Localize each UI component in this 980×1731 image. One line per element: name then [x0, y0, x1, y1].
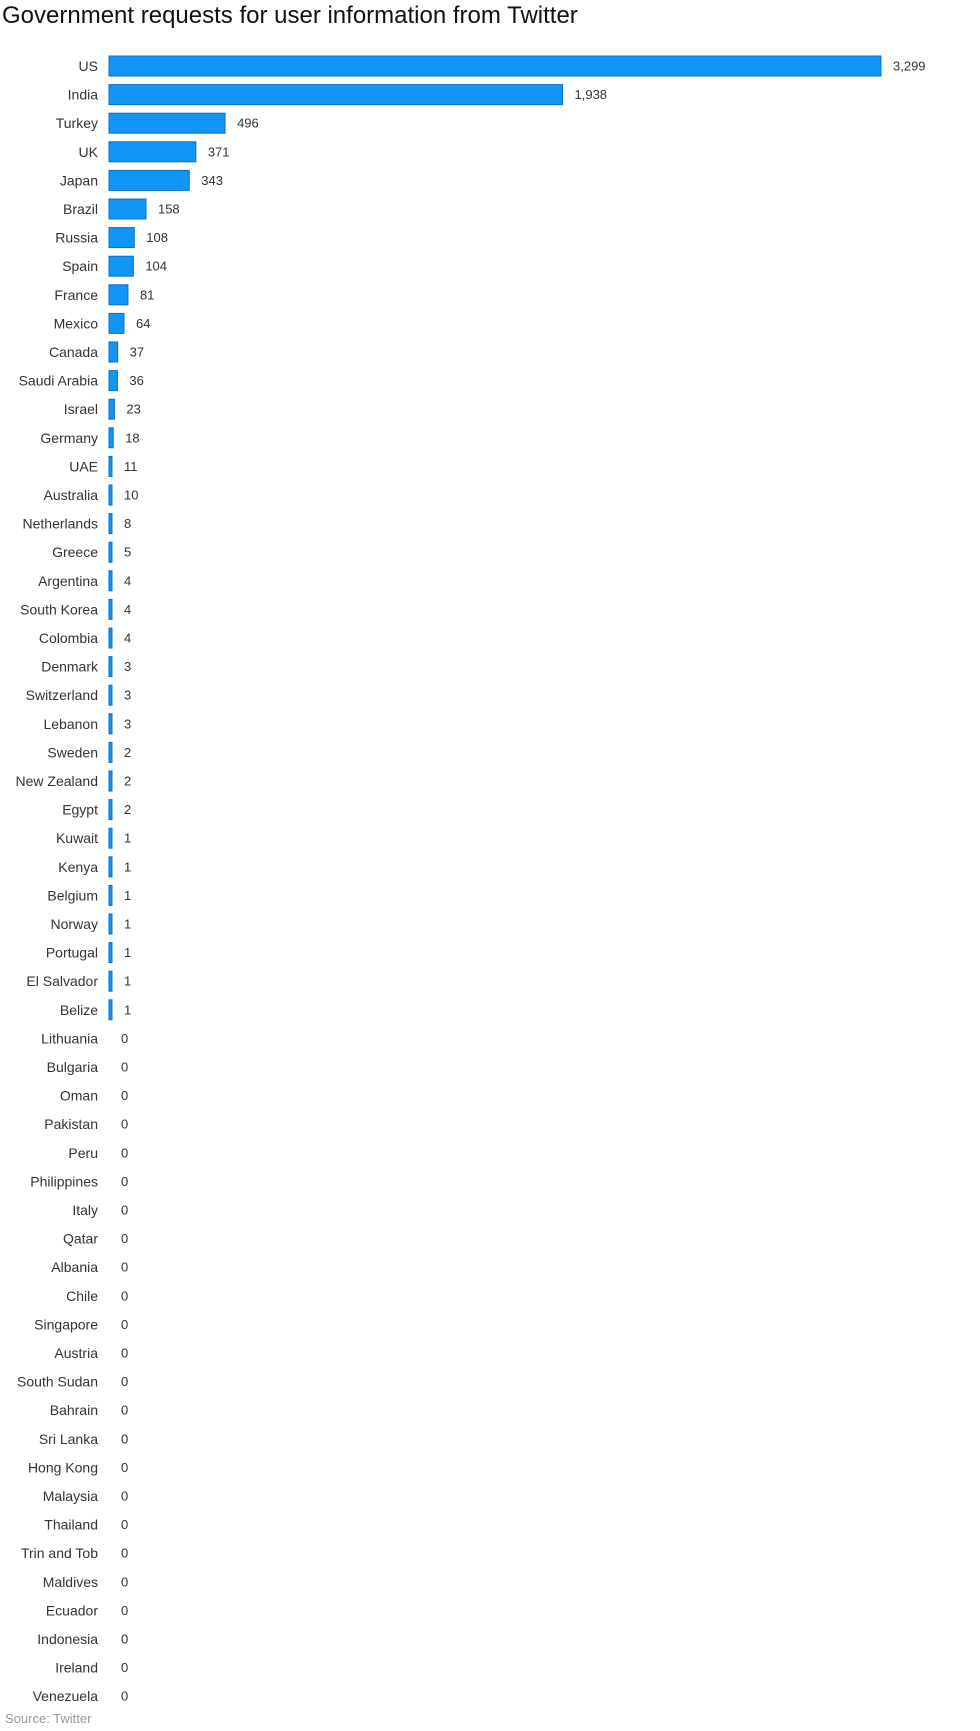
value-label: 0 [121, 1231, 129, 1247]
category-label: Germany [40, 429, 98, 446]
category-label: Ecuador [45, 1602, 98, 1619]
value-label: 0 [121, 1602, 129, 1618]
bar [109, 714, 112, 734]
bar [109, 256, 133, 276]
category-label: Venezuela [32, 1688, 98, 1705]
bar [109, 742, 112, 762]
bar [109, 857, 112, 877]
category-label: Russia [55, 229, 98, 246]
value-label: 5 [124, 544, 132, 560]
category-label: Lithuania [41, 1030, 98, 1047]
value-label: 0 [121, 1431, 129, 1447]
value-label: 0 [121, 1288, 129, 1304]
bar [109, 199, 146, 219]
bar [109, 571, 112, 591]
value-label: 37 [129, 344, 145, 360]
value-label: 0 [121, 1345, 129, 1361]
value-label: 0 [121, 1030, 129, 1046]
bar [109, 342, 118, 362]
value-label: 0 [121, 1173, 129, 1189]
bar [109, 228, 134, 248]
value-label: 23 [126, 401, 141, 417]
category-label: Egypt [62, 801, 98, 818]
value-label: 81 [139, 287, 155, 303]
category-label: UK [78, 143, 98, 160]
value-label: 0 [121, 1116, 129, 1132]
category-label: Chile [66, 1287, 98, 1304]
category-label: Albania [51, 1259, 98, 1276]
value-label: 4 [124, 573, 132, 589]
category-label: Australia [43, 487, 98, 503]
bar [109, 514, 112, 534]
value-label: 0 [121, 1517, 129, 1533]
bar [109, 170, 189, 190]
value-label: 158 [157, 201, 180, 217]
value-label: 1 [124, 973, 132, 989]
category-label: South Sudan [17, 1373, 98, 1390]
value-label: 10 [124, 487, 139, 503]
bar [109, 313, 124, 333]
category-label: Singapore [34, 1316, 98, 1333]
value-label: 1 [124, 1002, 132, 1018]
chart-title: Government requests for user information from Twitter [2, 2, 578, 29]
bar [109, 456, 112, 476]
value-label: 2 [124, 802, 132, 818]
bar [109, 56, 881, 76]
bar [109, 85, 563, 105]
bar [109, 485, 112, 505]
value-label: 3 [124, 687, 132, 703]
value-label: 0 [121, 1402, 129, 1418]
category-label: Turkey [55, 115, 98, 132]
category-label: Hong Kong [27, 1459, 98, 1476]
bar [109, 885, 112, 905]
category-label: Belgium [47, 887, 98, 904]
category-label: Mexico [53, 315, 98, 332]
bar [109, 800, 112, 820]
category-label: India [67, 86, 98, 103]
category-label: Lebanon [43, 715, 98, 732]
category-label: Austria [54, 1345, 98, 1361]
category-label: Oman [59, 1087, 98, 1104]
category-label: France [54, 286, 98, 303]
category-label: Switzerland [25, 687, 98, 704]
value-label: 3 [124, 716, 132, 732]
category-label: Sweden [47, 744, 98, 761]
bar [109, 371, 117, 391]
category-label: US [78, 58, 98, 74]
value-label: 0 [121, 1688, 129, 1704]
category-label: Sri Lanka [38, 1430, 98, 1447]
category-label: Indonesia [37, 1631, 98, 1647]
value-label: 0 [121, 1059, 129, 1075]
value-label: 2 [124, 773, 132, 789]
value-label: 1 [124, 830, 132, 846]
category-label: South Korea [20, 601, 98, 618]
value-label: 18 [125, 430, 140, 446]
bar [109, 914, 112, 934]
category-label: Argentina [38, 572, 98, 589]
bar [109, 142, 196, 162]
category-label: Israel [63, 401, 98, 418]
category-label: Netherlands [22, 515, 98, 532]
value-label: 0 [121, 1316, 129, 1332]
value-label: 1 [124, 945, 132, 961]
category-label: New Zealand [15, 773, 98, 789]
bar [109, 113, 225, 133]
category-label: Brazil [62, 201, 98, 217]
value-label: 0 [121, 1660, 129, 1676]
bar [109, 399, 114, 419]
value-label: 0 [121, 1574, 129, 1590]
category-label: El Salvador [26, 973, 98, 990]
bar [109, 599, 112, 619]
value-label: 2 [124, 744, 132, 760]
value-label: 1 [124, 916, 132, 932]
value-label: 1 [124, 859, 132, 875]
category-label: Japan [59, 172, 98, 189]
bar [109, 1000, 112, 1020]
value-label: 4 [124, 630, 132, 646]
category-label: Peru [68, 1144, 98, 1161]
value-label: 0 [121, 1259, 129, 1275]
category-label: Belize [59, 1001, 98, 1018]
category-label: Colombia [38, 630, 98, 646]
category-label: Ireland [55, 1659, 98, 1676]
category-label: Saudi Arabia [18, 372, 98, 389]
value-label: 0 [121, 1202, 129, 1218]
category-label: Kuwait [55, 830, 98, 847]
category-label: Qatar [62, 1230, 98, 1247]
bar [109, 943, 112, 963]
category-label: Malaysia [42, 1488, 98, 1504]
value-label: 108 [146, 230, 168, 246]
category-label: Spain [62, 258, 98, 275]
value-label: 11 [124, 458, 138, 474]
value-label: 8 [124, 516, 132, 532]
category-label: Denmark [41, 658, 98, 675]
category-label: Trin and Tob [20, 1545, 98, 1562]
value-label: 0 [121, 1145, 129, 1161]
category-label: UAE [69, 458, 98, 475]
value-label: 0 [121, 1374, 129, 1390]
category-label: Bahrain [49, 1402, 98, 1419]
category-label: Thailand [44, 1516, 98, 1533]
value-label: 1 [124, 887, 132, 903]
bar [109, 628, 112, 648]
value-label: 104 [145, 258, 168, 274]
category-label: Portugal [45, 944, 98, 961]
category-label: Maldives [42, 1573, 98, 1590]
value-label: 4 [124, 601, 132, 617]
value-label: 0 [121, 1631, 129, 1647]
value-label: 0 [121, 1488, 129, 1504]
bar [109, 657, 112, 677]
bar [109, 542, 112, 562]
bar [109, 971, 112, 991]
value-label: 3,299 [893, 58, 926, 74]
value-label: 496 [237, 115, 259, 131]
category-label: Bulgaria [46, 1059, 98, 1075]
category-label: Norway [50, 916, 98, 932]
value-label: 64 [135, 315, 151, 331]
bar [109, 685, 112, 705]
category-label: Pakistan [44, 1116, 98, 1133]
source-note: Source: Twitter [5, 1711, 92, 1726]
category-label: Italy [72, 1202, 98, 1218]
bar [109, 828, 112, 848]
category-label: Kenya [58, 858, 98, 875]
category-label: Philippines [30, 1173, 98, 1190]
bar [109, 771, 112, 791]
value-label: 343 [201, 172, 223, 188]
category-label: Greece [52, 544, 98, 561]
value-label: 0 [121, 1545, 129, 1561]
value-label: 0 [121, 1088, 129, 1104]
value-label: 3 [124, 659, 132, 675]
value-label: 1,938 [574, 87, 608, 103]
value-label: 371 [207, 144, 230, 160]
value-label: 36 [129, 373, 144, 389]
bar [109, 285, 128, 305]
category-label: Canada [48, 344, 98, 360]
value-label: 0 [121, 1459, 129, 1475]
bar [109, 428, 113, 448]
